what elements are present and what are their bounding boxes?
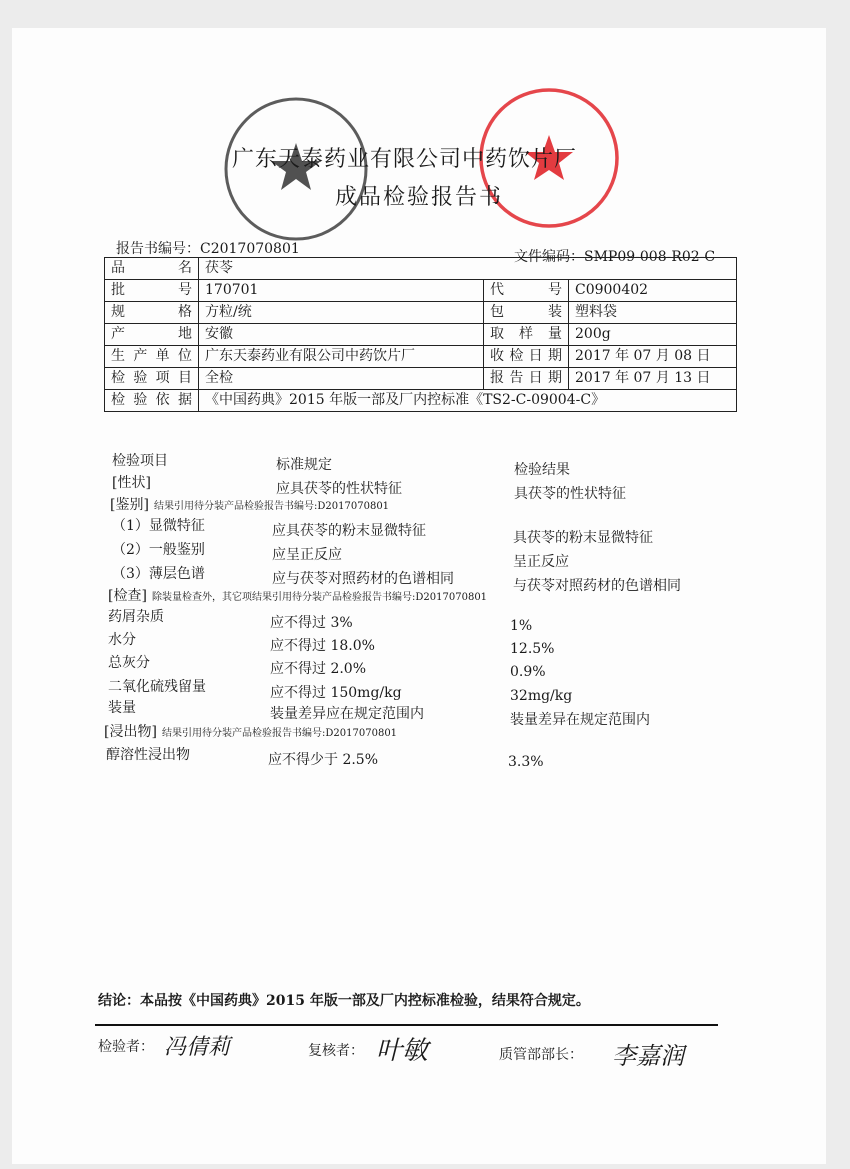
basis-label: 检验依据 bbox=[105, 390, 199, 412]
file-code: 文件编码：SMP09-008-R02-C bbox=[514, 249, 716, 265]
check-standard: 装量差异应在规定范围内 bbox=[270, 706, 424, 722]
ident-result: 与茯苓对照药材的色谱相同 bbox=[513, 578, 681, 594]
col-header-item: 检验项目 bbox=[112, 453, 168, 469]
manager-signature: 李嘉润 bbox=[612, 1042, 684, 1070]
inspector-label: 检验者： bbox=[98, 1039, 154, 1055]
conclusion-divider bbox=[95, 1024, 718, 1026]
received-date-label: 收检日期 bbox=[484, 346, 569, 368]
report-title: 成品检验报告书 bbox=[335, 185, 504, 210]
product-value: 茯苓 bbox=[199, 258, 737, 280]
check-item: 药屑杂质 bbox=[108, 609, 164, 625]
extract-header bbox=[104, 721, 397, 741]
extract-item: 醇溶性浸出物 bbox=[106, 747, 190, 763]
manager-label: 质管部部长： bbox=[499, 1047, 583, 1063]
check-result: 32mg/kg bbox=[510, 688, 573, 704]
check-result: 装量差异在规定范围内 bbox=[510, 712, 650, 728]
report-title-company: 广东天泰药业有限公司中药饮片厂 bbox=[232, 147, 578, 172]
check-item: 总灰分 bbox=[108, 655, 150, 671]
extract-note: 结果引用待分装产品检验报告书编号:D2017070801 bbox=[162, 728, 398, 739]
ident-result: 呈正反应 bbox=[513, 554, 569, 570]
check-standard: 应不得过 150mg/kg bbox=[270, 685, 402, 701]
producer-label: 生产单位 bbox=[105, 346, 199, 368]
check-standard: 应不得过 18.0% bbox=[270, 638, 375, 654]
basis-value: 《中国药典》2015 年版一部及厂内控标准《TS2-C-09004-C》 bbox=[199, 390, 737, 412]
check-result: 12.5% bbox=[510, 641, 555, 657]
spec-label: 规 格 bbox=[105, 302, 199, 324]
checks-section: [检查] bbox=[108, 588, 147, 604]
traits-result: 具茯苓的性状特征 bbox=[514, 486, 626, 502]
sample-label: 取样量 bbox=[484, 324, 569, 346]
package-label: 包 装 bbox=[484, 302, 569, 324]
check-standard: 应不得过 3% bbox=[270, 615, 353, 631]
identification-section: [鉴别] bbox=[110, 497, 149, 513]
sample-value: 200g bbox=[569, 324, 737, 346]
identification-note: 结果引用待分装产品检验报告书编号:D2017070801 bbox=[154, 501, 390, 512]
extract-standard: 应不得少于 2.5% bbox=[268, 752, 379, 768]
origin-value: 安徽 bbox=[199, 324, 484, 346]
check-item: 二氧化硫残留量 bbox=[108, 679, 206, 695]
ident-item: （2）一般鉴别 bbox=[112, 542, 205, 558]
report-date-value: 2017 年 07 月 13 日 bbox=[569, 368, 737, 390]
product-info-table bbox=[104, 257, 737, 412]
ident-result: 具茯苓的粉末显微特征 bbox=[513, 530, 653, 546]
checks-header bbox=[108, 585, 487, 605]
col-header-standard: 标准规定 bbox=[276, 457, 332, 473]
checks-note: 除装量检查外，其它项结果引用待分装产品检验报告书编号:D2017070801 bbox=[152, 592, 488, 603]
identification-header bbox=[110, 494, 389, 514]
ident-standard: 应呈正反应 bbox=[272, 547, 342, 563]
ident-item: （3）薄层色谱 bbox=[112, 566, 205, 582]
check-result: 0.9% bbox=[510, 664, 546, 680]
traits-section: [性状] bbox=[112, 475, 151, 491]
spec-value: 方粒/统 bbox=[199, 302, 484, 324]
check-result: 1% bbox=[510, 618, 533, 634]
producer-value: 广东天泰药业有限公司中药饮片厂 bbox=[199, 346, 484, 368]
ident-item: （1）显微特征 bbox=[112, 518, 205, 534]
product-label: 品 名 bbox=[105, 258, 199, 280]
report-date-label: 报告日期 bbox=[484, 368, 569, 390]
items-value: 全检 bbox=[199, 368, 484, 390]
code-value: C0900402 bbox=[569, 280, 737, 302]
batch-label: 批 号 bbox=[105, 280, 199, 302]
origin-label: 产 地 bbox=[105, 324, 199, 346]
check-standard: 应不得过 2.0% bbox=[270, 661, 367, 677]
code-label: 代 号 bbox=[484, 280, 569, 302]
items-label: 检验项目 bbox=[105, 368, 199, 390]
conclusion: 结论：本品按《中国药典》2015 年版一部及厂内控标准检验，结果符合规定。 bbox=[98, 993, 590, 1009]
inspector-signature: 冯倩莉 bbox=[164, 1035, 231, 1060]
extract-result: 3.3% bbox=[508, 754, 544, 770]
ident-standard: 应与茯苓对照药材的色谱相同 bbox=[272, 571, 454, 587]
reviewer-label: 复核者： bbox=[308, 1043, 364, 1059]
received-date-value: 2017 年 07 月 08 日 bbox=[569, 346, 737, 368]
check-item: 水分 bbox=[108, 632, 136, 648]
report-number: 报告书编号：C2017070801 bbox=[116, 241, 300, 257]
package-value: 塑料袋 bbox=[569, 302, 737, 324]
reviewer-signature: 叶敏 bbox=[376, 1036, 429, 1066]
batch-value: 170701 bbox=[199, 280, 484, 302]
col-header-result: 检验结果 bbox=[514, 462, 570, 478]
ident-standard: 应具茯苓的粉末显微特征 bbox=[272, 523, 426, 539]
extract-section: [浸出物] bbox=[104, 724, 157, 740]
check-item: 装量 bbox=[108, 700, 136, 716]
traits-standard: 应具茯苓的性状特征 bbox=[276, 481, 402, 497]
